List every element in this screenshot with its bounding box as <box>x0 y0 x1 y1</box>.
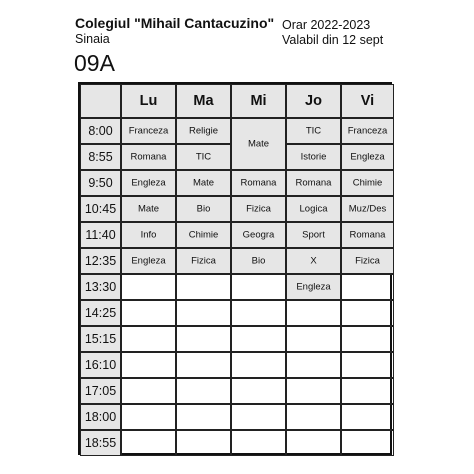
lesson-cell-label: Romana <box>130 151 167 163</box>
day-header-vi-label: Vi <box>360 93 375 109</box>
empty-lesson-cell <box>121 430 176 456</box>
empty-lesson-cell <box>231 430 286 456</box>
empty-lesson-cell <box>341 404 394 430</box>
empty-lesson-cell <box>176 326 231 352</box>
time-slot-label: 18:55 <box>84 436 117 450</box>
empty-lesson-cell <box>286 326 341 352</box>
lesson-cell <box>231 196 286 222</box>
lesson-cell <box>341 170 394 196</box>
empty-lesson-cell <box>176 274 231 300</box>
lesson-cell <box>176 222 231 248</box>
empty-lesson-cell <box>341 274 394 300</box>
time-slot <box>80 118 121 144</box>
schedule-title: Orar 2022-2023 <box>282 18 371 32</box>
empty-lesson-cell <box>341 300 394 326</box>
empty-lesson-cell <box>341 352 394 378</box>
lesson-cell-label: Bio <box>196 203 211 215</box>
empty-lesson-cell <box>231 326 286 352</box>
lesson-cell <box>231 248 286 274</box>
empty-lesson-cell <box>231 378 286 404</box>
empty-lesson-cell <box>231 404 286 430</box>
lesson-cell-label: Mate <box>192 177 215 189</box>
lesson-cell <box>121 222 176 248</box>
time-slot <box>80 352 121 378</box>
town-name: Sinaia <box>75 32 110 46</box>
lesson-cell-label: Engleza <box>296 281 331 293</box>
time-slot <box>80 404 121 430</box>
lesson-cell-label: Franceza <box>347 125 388 137</box>
time-slot <box>80 274 121 300</box>
lesson-cell <box>176 248 231 274</box>
time-slot-label: 15:15 <box>84 332 117 346</box>
lesson-cell-label: Chimie <box>352 177 383 189</box>
time-slot <box>80 326 121 352</box>
empty-lesson-cell <box>121 274 176 300</box>
lesson-cell <box>121 170 176 196</box>
lesson-cell-label: Geogra <box>242 229 275 241</box>
time-slot-label: 9:50 <box>88 176 113 190</box>
lesson-cell <box>121 248 176 274</box>
lesson-cell-label: Fizica <box>246 203 271 215</box>
empty-lesson-cell <box>286 352 341 378</box>
empty-lesson-cell <box>231 352 286 378</box>
time-slot-label: 10:45 <box>84 202 117 216</box>
class-name: 09A <box>74 50 115 76</box>
empty-lesson-cell <box>286 404 341 430</box>
lesson-cell-label: Mate <box>137 203 160 215</box>
empty-lesson-cell <box>176 430 231 456</box>
time-slot-label: 16:10 <box>84 358 117 372</box>
empty-lesson-cell <box>231 300 286 326</box>
lesson-cell-label: Sport <box>302 229 325 241</box>
lesson-cell <box>341 196 394 222</box>
empty-lesson-cell <box>341 326 394 352</box>
time-slot <box>80 170 121 196</box>
lesson-cell-label: Romana <box>240 177 277 189</box>
empty-lesson-cell <box>121 378 176 404</box>
empty-lesson-cell <box>176 404 231 430</box>
empty-lesson-cell <box>176 300 231 326</box>
lesson-cell-label: Mate <box>247 138 270 150</box>
time-slot-label: 13:30 <box>84 280 117 294</box>
lesson-cell <box>286 196 341 222</box>
time-slot <box>80 378 121 404</box>
lesson-cell <box>231 118 286 170</box>
lesson-cell-label: TIC <box>195 151 212 163</box>
lesson-cell <box>121 118 176 144</box>
lesson-cell-label: Muz/Des <box>348 203 387 215</box>
lesson-cell-label: Religie <box>188 125 219 137</box>
empty-lesson-cell <box>121 326 176 352</box>
lesson-cell-label: Engleza <box>131 177 166 189</box>
empty-lesson-cell <box>341 430 394 456</box>
lesson-cell <box>341 248 394 274</box>
day-header-mi-label: Mi <box>250 93 267 109</box>
lesson-cell <box>176 144 231 170</box>
time-slot-label: 17:05 <box>84 384 117 398</box>
day-header-ma <box>176 84 231 118</box>
lesson-cell <box>286 144 341 170</box>
lesson-cell <box>231 222 286 248</box>
time-slot-label: 18:00 <box>84 410 117 424</box>
lesson-cell-label: Istorie <box>300 151 327 163</box>
time-slot <box>80 222 121 248</box>
lesson-cell <box>231 170 286 196</box>
lesson-cell <box>286 118 341 144</box>
lesson-cell <box>286 248 341 274</box>
empty-lesson-cell <box>121 300 176 326</box>
lesson-cell-label: Franceza <box>128 125 169 137</box>
empty-lesson-cell <box>286 300 341 326</box>
lesson-cell <box>121 196 176 222</box>
day-header-jo-label: Jo <box>305 93 322 109</box>
day-header-mi <box>231 84 286 118</box>
day-header-lu <box>121 84 176 118</box>
lesson-cell <box>121 144 176 170</box>
empty-lesson-cell <box>231 274 286 300</box>
lesson-cell-label: TIC <box>305 125 322 137</box>
lesson-cell <box>176 118 231 144</box>
time-slot <box>80 248 121 274</box>
valid-from: Valabil din 12 sept <box>282 33 384 47</box>
time-slot <box>80 300 121 326</box>
time-slot-label: 11:40 <box>85 228 116 242</box>
day-header-ma-label: Ma <box>193 93 214 109</box>
lesson-cell-label: Chimie <box>188 229 219 241</box>
lesson-cell <box>286 274 341 300</box>
day-header-lu-label: Lu <box>139 93 158 109</box>
empty-lesson-cell <box>121 404 176 430</box>
empty-lesson-cell <box>176 378 231 404</box>
lesson-cell <box>341 222 394 248</box>
empty-lesson-cell <box>286 430 341 456</box>
empty-lesson-cell <box>121 352 176 378</box>
lesson-cell <box>341 144 394 170</box>
time-slot <box>80 144 121 170</box>
lesson-cell-label: Engleza <box>350 151 385 163</box>
lesson-cell-label: Fizica <box>191 255 216 267</box>
time-slot-label: 14:25 <box>84 306 117 320</box>
corner-cell <box>80 84 121 118</box>
lesson-cell-label: X <box>310 255 317 267</box>
lesson-cell <box>341 118 394 144</box>
lesson-cell-label: Fizica <box>355 255 380 267</box>
lesson-cell <box>286 222 341 248</box>
empty-lesson-cell <box>341 378 394 404</box>
lesson-cell <box>286 170 341 196</box>
timetable <box>78 82 392 455</box>
lesson-cell-label: Romana <box>295 177 332 189</box>
day-header-jo <box>286 84 341 118</box>
empty-lesson-cell <box>286 378 341 404</box>
lesson-cell-label: Romana <box>349 229 386 241</box>
time-slot <box>80 430 121 456</box>
lesson-cell-label: Info <box>140 229 157 241</box>
lesson-cell <box>176 170 231 196</box>
time-slot <box>80 196 121 222</box>
day-header-vi <box>341 84 394 118</box>
empty-lesson-cell <box>176 352 231 378</box>
lesson-cell-label: Engleza <box>131 255 166 267</box>
time-slot-label: 8:00 <box>88 124 113 138</box>
time-slot-label: 8:55 <box>88 150 113 164</box>
school-name: Colegiul "Mihail Cantacuzino" <box>75 15 275 31</box>
lesson-cell-label: Logica <box>299 203 328 215</box>
lesson-cell-label: Bio <box>251 255 266 267</box>
time-slot-label: 12:35 <box>84 254 117 268</box>
lesson-cell <box>176 196 231 222</box>
